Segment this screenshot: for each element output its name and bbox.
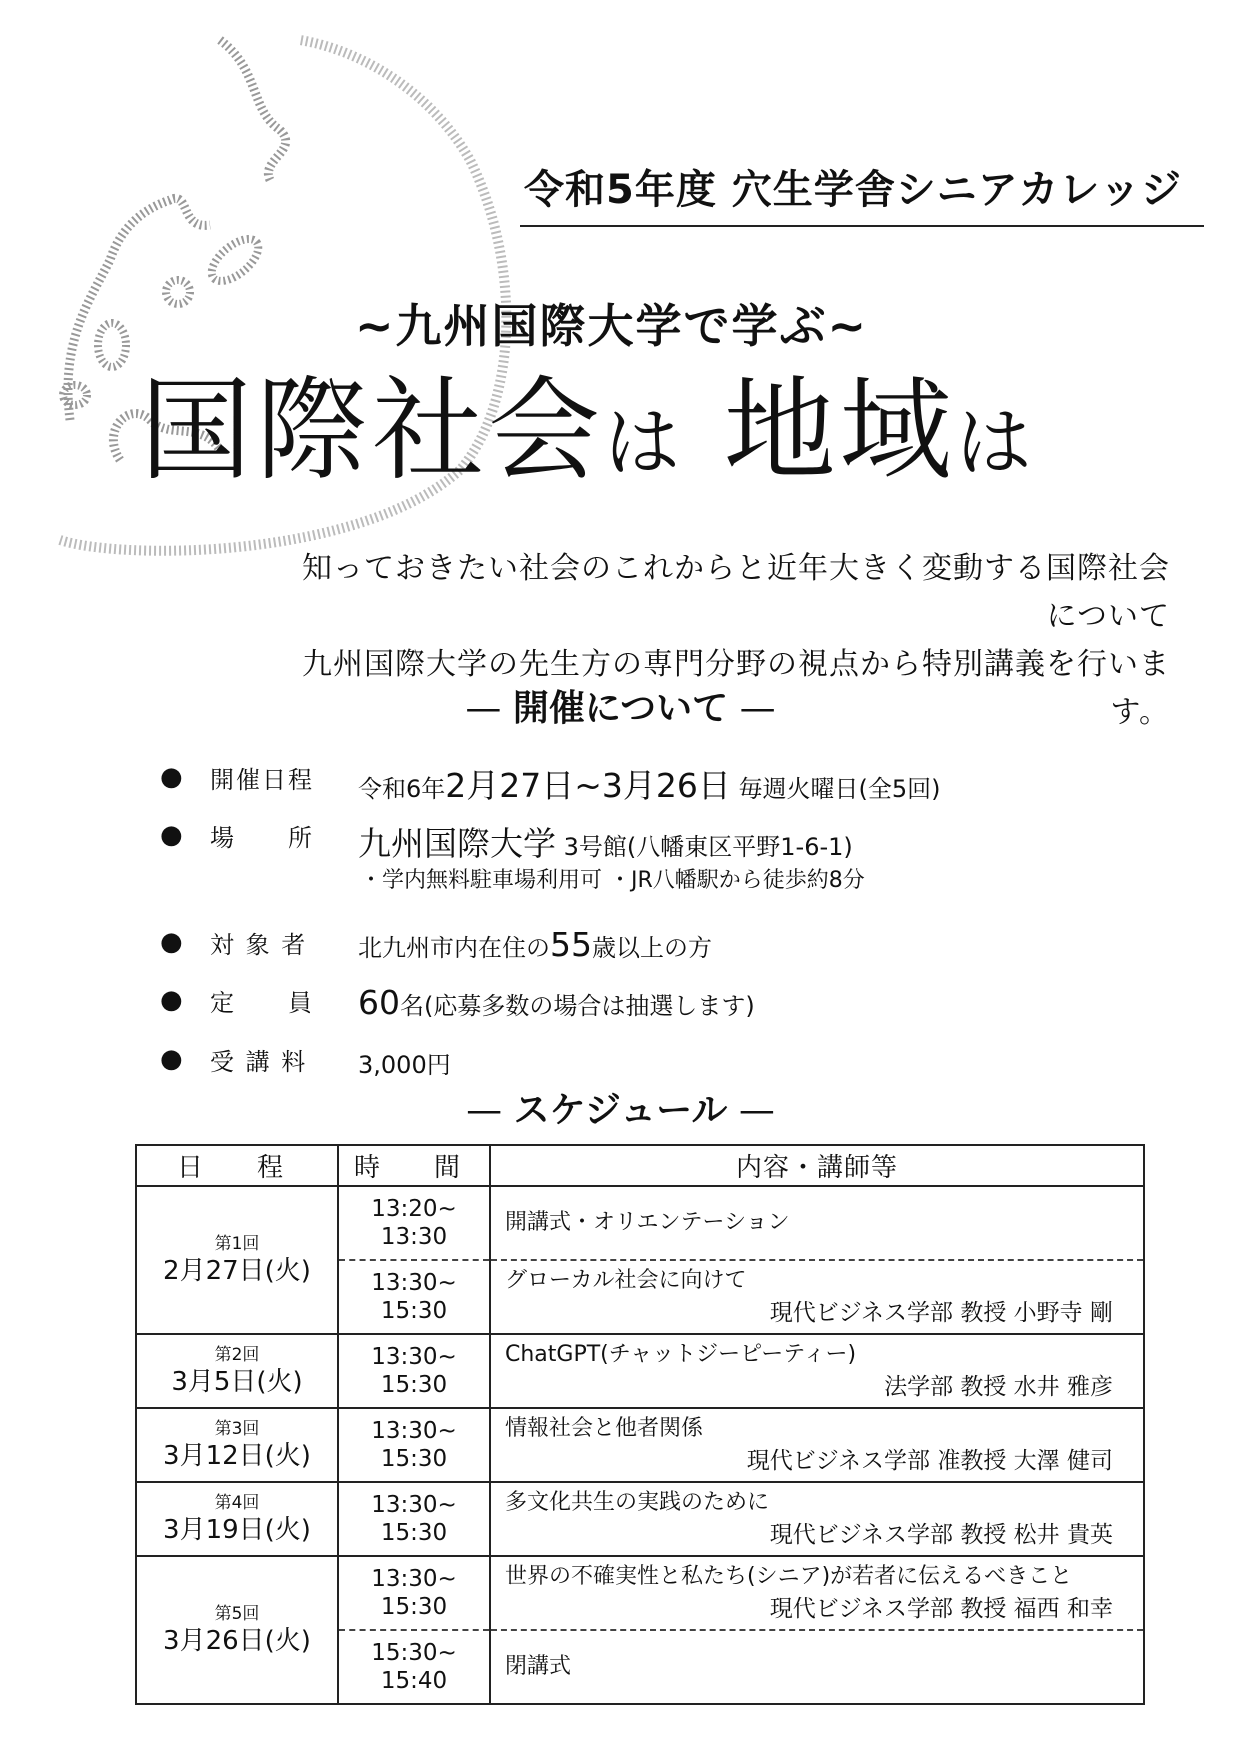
info-label: 受 講 料	[210, 1048, 308, 1076]
session-date-cell	[136, 1334, 338, 1408]
info-label: 場 所	[210, 824, 314, 852]
session-date: 3月26日(火)	[163, 1626, 311, 1656]
info-label: 開催日程	[210, 766, 314, 794]
table-row	[136, 1556, 1144, 1630]
session-time: 13:30~ 15:30	[338, 1556, 490, 1630]
header-date: 日 程	[136, 1145, 338, 1186]
hero-title-part2: 地域	[723, 366, 956, 496]
session-time: 13:30~ 15:30	[338, 1482, 490, 1556]
session-lecturer: 法学部 教授 水井 雅彦	[884, 1374, 1113, 1400]
session-number: 第3回	[214, 1419, 260, 1439]
location-note: ・学内無料駐車場利用可 ・JR八幡駅から徒歩約8分	[360, 868, 865, 893]
table-row	[136, 1482, 1144, 1556]
session-date: 3月5日(火)	[171, 1367, 303, 1397]
bullet-icon: ●	[160, 762, 183, 792]
intro-line: 九州国際大学の先生方の専門分野の視点から特別講義を行います。	[302, 647, 1170, 730]
info-value: 60名(応募多数の場合は抽選します)	[358, 983, 755, 1022]
session-date-cell	[136, 1186, 338, 1334]
session-topic: グローカル社会に向けて	[505, 1268, 747, 1293]
table-row	[136, 1334, 1144, 1408]
info-label: 定 員	[210, 989, 314, 1017]
hero-title-particle2: は	[955, 398, 1036, 487]
bullet-icon: ●	[160, 820, 183, 850]
session-date-cell	[136, 1482, 338, 1556]
session-lecturer: 現代ビジネス学部 教授 松井 貴英	[769, 1522, 1113, 1548]
session-content	[490, 1334, 1144, 1408]
info-value: 北九州市内在住の55歳以上の方	[358, 925, 712, 964]
session-lecturer: 現代ビジネス学部 教授 小野寺 剛	[769, 1300, 1113, 1326]
session-time: 13:30~ 15:30	[338, 1334, 490, 1408]
info-label: 対 象 者	[210, 931, 308, 959]
header-time: 時 間	[338, 1145, 490, 1186]
session-topic: 情報社会と他者関係	[505, 1416, 704, 1441]
table-row	[136, 1186, 1144, 1260]
session-lecturer: 現代ビジネス学部 准教授 大澤 健司	[746, 1448, 1113, 1474]
bullet-icon: ●	[160, 985, 183, 1015]
session-time: 13:30~ 15:30	[338, 1260, 490, 1334]
bullet-icon: ●	[160, 927, 183, 957]
about-title-text: 開催について	[512, 688, 729, 729]
session-topic: 閉講式	[505, 1654, 572, 1679]
session-topic: 世界の不確実性と私たち(シニア)が若者に伝えるべきこと	[505, 1564, 1073, 1589]
session-topic: 開講式・オリエンテーション	[505, 1210, 790, 1235]
session-time: 13:30~ 15:30	[338, 1408, 490, 1482]
session-content	[490, 1260, 1144, 1334]
session-date-cell	[136, 1556, 338, 1704]
session-date-cell	[136, 1408, 338, 1482]
session-content	[490, 1408, 1144, 1482]
session-number: 第5回	[214, 1604, 260, 1624]
session-content	[490, 1556, 1144, 1630]
session-time: 13:20~ 13:30	[338, 1186, 490, 1260]
session-date: 3月19日(火)	[163, 1515, 311, 1545]
session-number: 第2回	[214, 1345, 260, 1365]
session-topic: ChatGPT(チャットジーピーティー)	[505, 1342, 857, 1367]
hero-title	[140, 366, 1036, 496]
schedule-title-text: スケジュール	[513, 1090, 728, 1131]
session-number: 第1回	[214, 1234, 260, 1254]
session-content	[490, 1482, 1144, 1556]
hero-subtitle: ~九州国際大学で学ぶ~	[355, 299, 869, 353]
bullet-icon: ●	[160, 1044, 183, 1074]
program-title: 令和5年度 穴生学舎シニアカレッジ	[520, 158, 1204, 227]
session-topic: 多文化共生の実践のために	[505, 1490, 770, 1515]
session-date: 3月12日(火)	[163, 1441, 311, 1471]
table-row	[136, 1408, 1144, 1482]
info-value: 九州国際大学 3号館(八幡東区平野1-6-1)	[358, 824, 853, 863]
session-lecturer: 現代ビジネス学部 教授 福西 和幸	[769, 1596, 1113, 1622]
hero-title-part1: 国際社会	[140, 366, 604, 496]
session-number: 第4回	[214, 1493, 260, 1513]
schedule-table	[135, 1144, 1145, 1705]
intro-line: 知っておきたい社会のこれからと近年大きく変動する国際社会について	[302, 551, 1170, 634]
about-section-title: — 開催について —	[465, 688, 776, 729]
session-content	[490, 1630, 1144, 1704]
session-date: 2月27日(火)	[163, 1256, 311, 1286]
session-content	[490, 1186, 1144, 1260]
info-value: 3,000円	[358, 1051, 451, 1079]
hero-title-particle1: は	[604, 398, 684, 487]
table-header-row	[136, 1145, 1144, 1186]
header-content: 内容・講師等	[490, 1145, 1144, 1186]
session-time: 15:30~ 15:40	[338, 1630, 490, 1704]
schedule-section-title: — スケジュール —	[466, 1090, 775, 1131]
info-value: 令和6年2月27日~3月26日 毎週火曜日(全5回)	[358, 766, 941, 805]
